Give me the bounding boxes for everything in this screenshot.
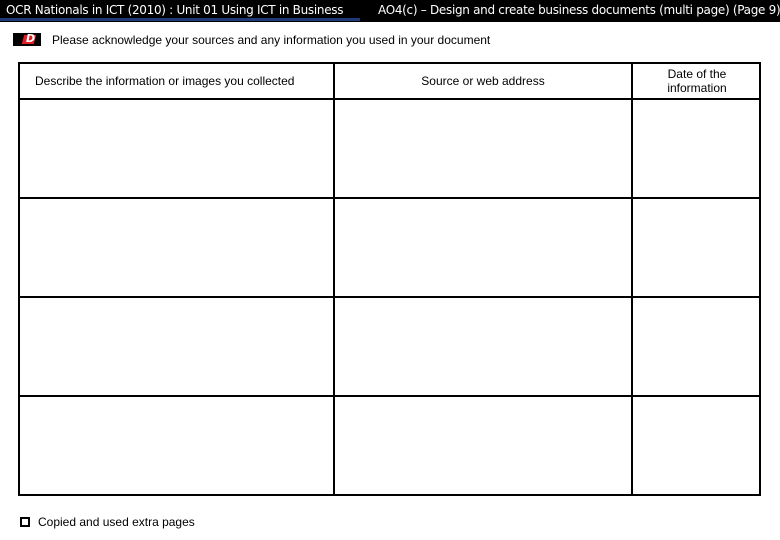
column-header-description-label: Describe the information or images you collected bbox=[35, 74, 295, 88]
distinction-badge-icon bbox=[13, 33, 41, 46]
column-header-source-label: Source or web address bbox=[421, 74, 545, 88]
column-header-source bbox=[335, 64, 631, 98]
badge-letter: D bbox=[26, 32, 36, 45]
table-cell-date[interactable] bbox=[633, 199, 761, 296]
column-header-date-label: Date of the information bbox=[667, 67, 727, 95]
table-cell-date[interactable] bbox=[633, 397, 761, 494]
table-cell-description[interactable] bbox=[20, 100, 333, 197]
sources-table bbox=[18, 62, 761, 496]
table-cell-source[interactable] bbox=[335, 298, 631, 395]
instruction-text: Please acknowledge your sources and any information you used in your document bbox=[52, 33, 491, 47]
page-title: AO4(c) – Design and create business documents (multi page) (Page 9) bbox=[378, 3, 780, 17]
table-cell-description[interactable] bbox=[20, 298, 333, 395]
extra-pages-label: Copied and used extra pages bbox=[38, 515, 195, 529]
header-accent-line bbox=[0, 18, 360, 21]
table-cell-date[interactable] bbox=[633, 100, 761, 197]
column-header-description bbox=[20, 64, 333, 98]
extra-pages-checkbox[interactable] bbox=[20, 517, 30, 527]
header-bar bbox=[0, 0, 780, 22]
column-header-date bbox=[633, 64, 761, 98]
table-cell-date[interactable] bbox=[633, 298, 761, 395]
table-cell-source[interactable] bbox=[335, 397, 631, 494]
table-cell-description[interactable] bbox=[20, 199, 333, 296]
table-cell-source[interactable] bbox=[335, 100, 631, 197]
table-cell-description[interactable] bbox=[20, 397, 333, 494]
unit-title: OCR Nationals in ICT (2010) : Unit 01 Using ICT in Business bbox=[6, 3, 344, 17]
table-cell-source[interactable] bbox=[335, 199, 631, 296]
extra-pages-option[interactable] bbox=[20, 515, 195, 529]
